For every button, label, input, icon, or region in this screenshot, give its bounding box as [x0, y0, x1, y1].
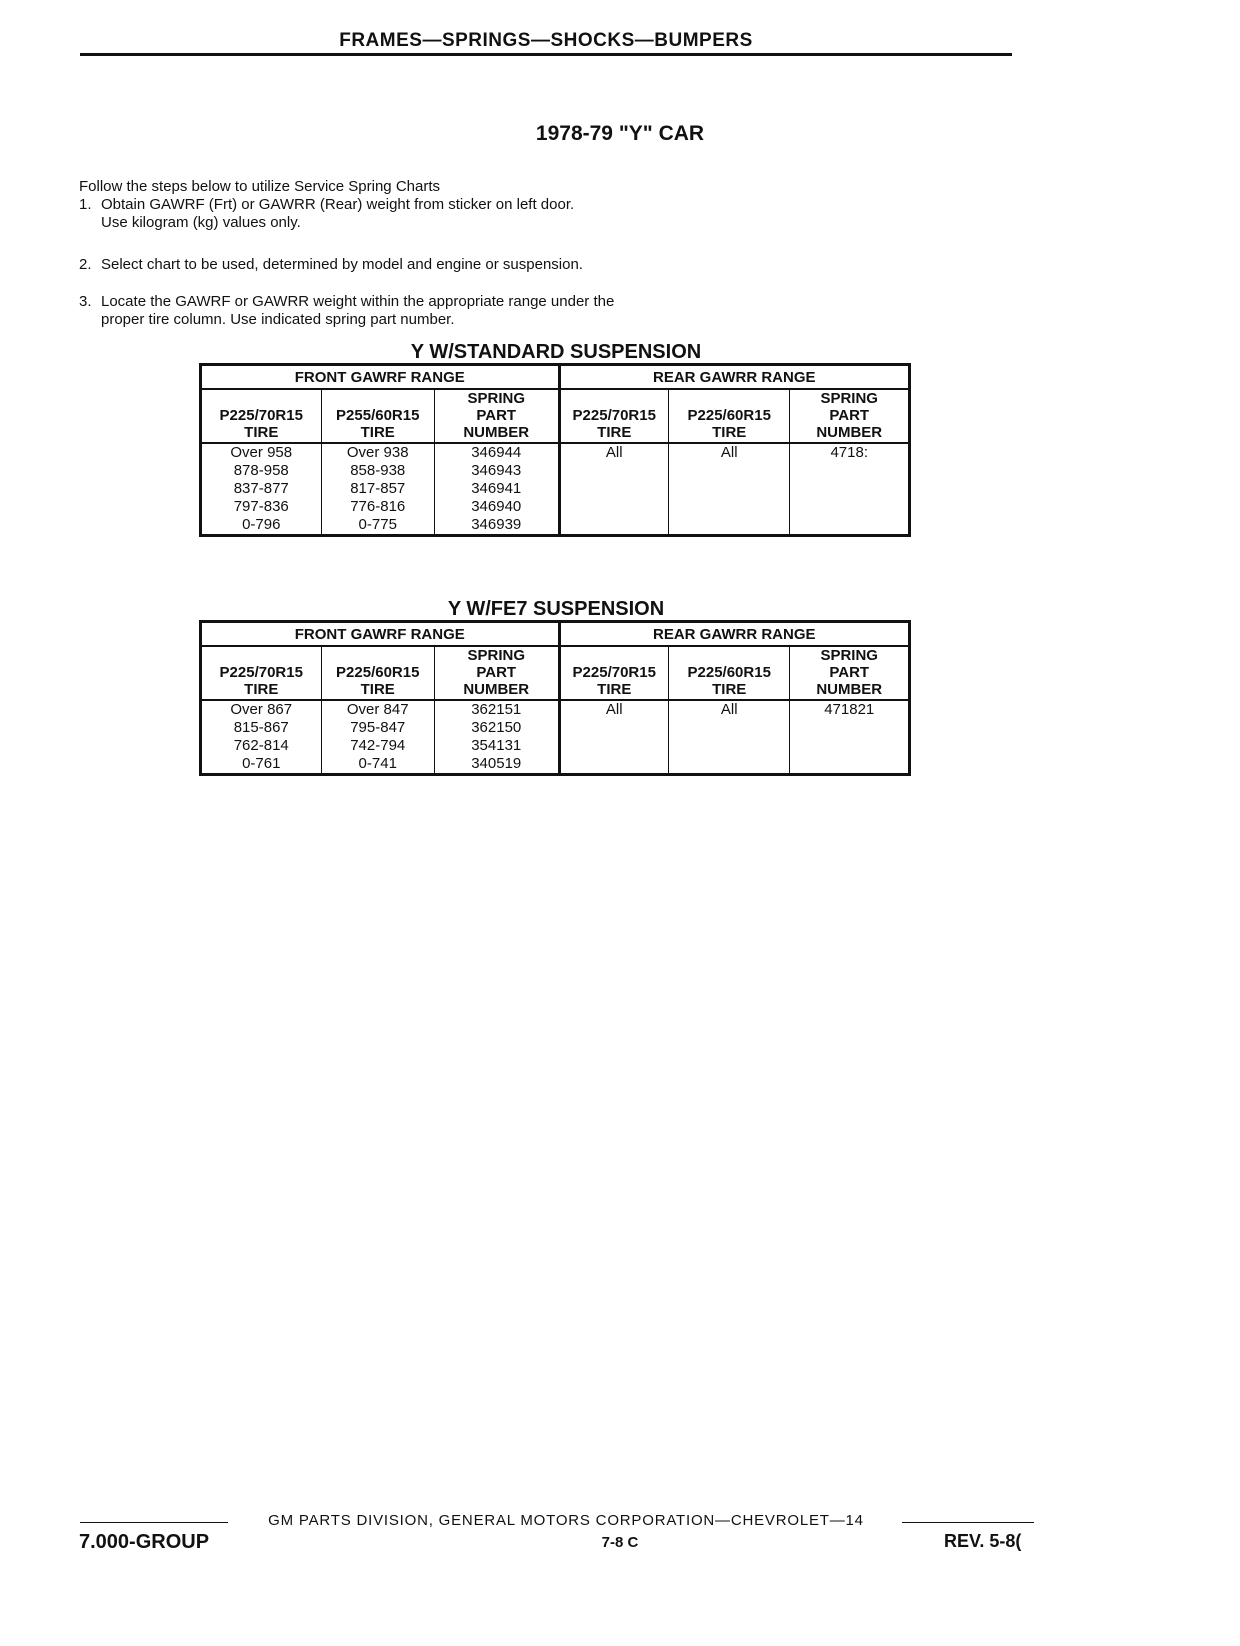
- step-text: Obtain GAWRF (Frt) or GAWRR (Rear) weight from sticker on left door.: [101, 196, 575, 213]
- table-cell: All: [668, 443, 790, 536]
- table-cell: 4718:: [790, 443, 910, 536]
- step-3: [79, 293, 614, 329]
- section-header: FRAMES—SPRINGS—SHOCKS—BUMPERS: [339, 30, 753, 51]
- table-cell: Over 938 858-938 817-857 776-816 0-775: [321, 443, 434, 536]
- step-number: 1.: [79, 196, 92, 213]
- column-header: P225/60R15 TIRE: [668, 389, 790, 443]
- table-cell: Over 958 878-958 837-877 797-836 0-796: [230, 444, 293, 533]
- page-title: 1978-79 "Y" CAR: [535, 122, 705, 145]
- column-header: SPRING PART NUMBER: [434, 646, 559, 700]
- footer-rule-left: [80, 1522, 228, 1523]
- table-cell: 362151 362150 354131 340519: [434, 700, 559, 775]
- table-cell: All: [668, 700, 790, 775]
- column-header: P225/60R15 TIRE: [668, 646, 790, 700]
- rear-range-label: REAR GAWRR RANGE: [559, 622, 909, 647]
- spring-chart-fe7: [199, 620, 911, 776]
- footer-group: 7.000-GROUP: [79, 1531, 210, 1553]
- front-range-label: FRONT GAWRF RANGE: [201, 622, 560, 647]
- table-cell: Over 847 795-847 742-794 0-741: [321, 700, 434, 775]
- column-header: SPRING PART NUMBER: [434, 389, 559, 443]
- step-2: [79, 256, 583, 274]
- rear-range-label: REAR GAWRR RANGE: [559, 365, 909, 390]
- step-text-continued: proper tire column. Use indicated spring part number.: [101, 311, 455, 328]
- front-range-label: FRONT GAWRF RANGE: [201, 365, 560, 390]
- table-cell: Over 867 815-867 762-814 0-761: [230, 701, 293, 772]
- footer-rule-right: [902, 1522, 1034, 1523]
- table-cell: All: [559, 700, 668, 775]
- footer-publisher: GM PARTS DIVISION, GENERAL MOTORS CORPORATION—CHEVROLET—14: [268, 1512, 864, 1529]
- column-header: SPRING PART NUMBER: [790, 389, 910, 443]
- table-cell: 346944 346943 346941 346940 346939: [434, 443, 559, 536]
- step-1: [79, 196, 574, 232]
- column-header: P225/70R15 TIRE: [201, 389, 322, 443]
- table-cell: 471821: [790, 700, 910, 775]
- step-number: 3.: [79, 293, 92, 310]
- table-title: Y W/FE7 SUSPENSION: [447, 598, 665, 620]
- footer-page-number: 7-8 C: [601, 1534, 639, 1551]
- column-header: P225/70R15 TIRE: [559, 646, 668, 700]
- table-title: Y W/STANDARD SUSPENSION: [410, 341, 702, 363]
- step-text: Select chart to be used, determined by model and engine or suspension.: [101, 256, 583, 273]
- column-header: P255/60R15 TIRE: [321, 389, 434, 443]
- intro-text: Follow the steps below to utilize Service Spring Charts: [79, 178, 440, 195]
- column-header: P225/70R15 TIRE: [559, 389, 668, 443]
- table-row: [201, 700, 910, 775]
- step-text-continued: Use kilogram (kg) values only.: [101, 214, 301, 231]
- step-text: Locate the GAWRF or GAWRR weight within the appropriate range under the: [101, 293, 615, 310]
- column-header: SPRING PART NUMBER: [790, 646, 910, 700]
- table-row: [201, 443, 910, 536]
- column-header: P225/70R15 TIRE: [201, 646, 322, 700]
- spring-chart-standard: [199, 363, 911, 537]
- table-cell: All: [559, 443, 668, 536]
- column-header: P225/60R15 TIRE: [321, 646, 434, 700]
- footer-revision: REV. 5-8(: [944, 1531, 1022, 1551]
- step-number: 2.: [79, 256, 92, 273]
- header-rule: [80, 53, 1012, 56]
